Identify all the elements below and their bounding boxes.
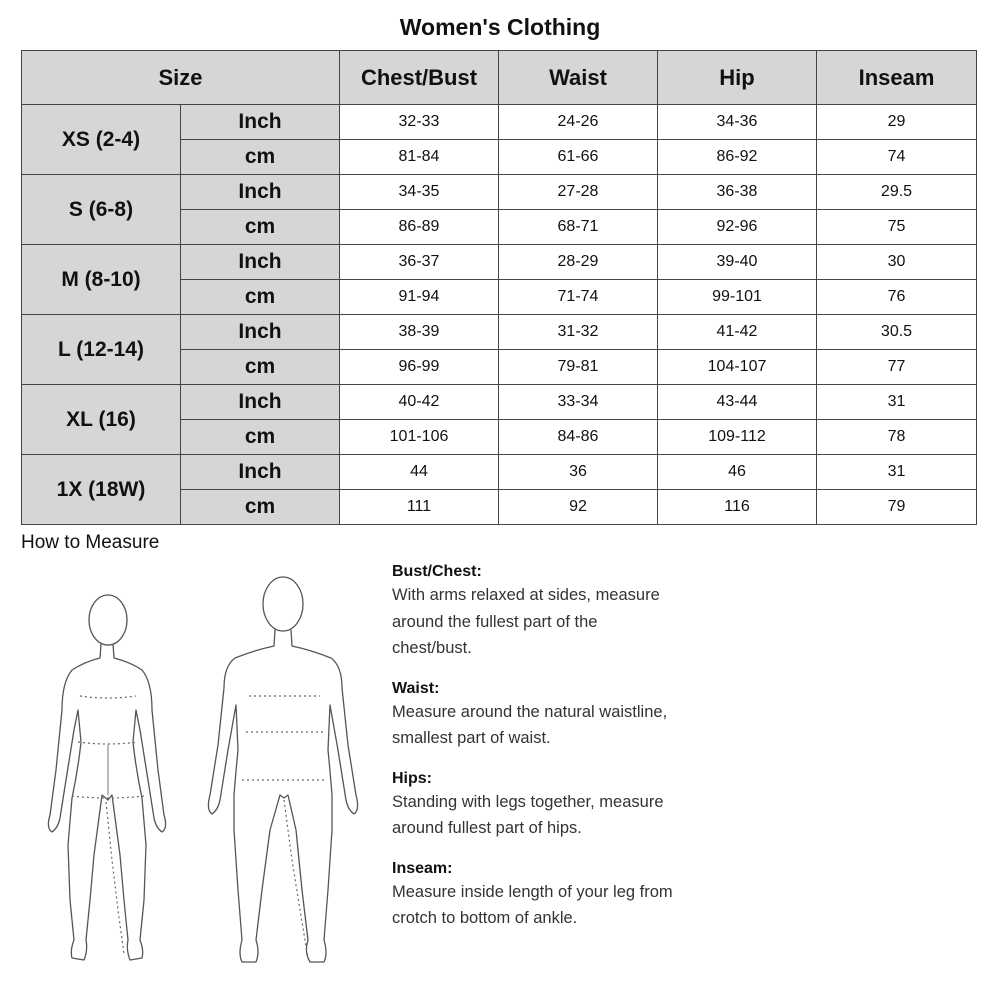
unit-label: Inch — [181, 455, 340, 490]
table-cell: 81-84 — [340, 140, 499, 175]
instruction-line: chest/bust. — [392, 639, 472, 657]
instruction-heading: Waist: — [392, 679, 440, 697]
instruction-bust-chest — [392, 562, 792, 662]
table-cell: 39-40 — [658, 245, 817, 280]
header-inseam: Inseam — [817, 51, 977, 105]
table-row — [22, 245, 977, 280]
table-cell: 99-101 — [658, 280, 817, 315]
table-row — [22, 315, 977, 350]
header-hip: Hip — [658, 51, 817, 105]
table-cell: 44 — [340, 455, 499, 490]
header-waist: Waist — [499, 51, 658, 105]
size-label: XS (2-4) — [22, 105, 181, 175]
unit-label: cm — [181, 140, 340, 175]
size-chart-table — [21, 50, 977, 525]
size-label: L (12-14) — [22, 315, 181, 385]
table-cell: 92 — [499, 490, 658, 525]
table-cell: 28-29 — [499, 245, 658, 280]
table-cell: 27-28 — [499, 175, 658, 210]
body-figures-illustration — [20, 570, 370, 980]
instruction-line: crotch to bottom of ankle. — [392, 909, 578, 927]
instruction-line: Measure around the natural waistline, — [392, 702, 668, 721]
table-cell: 32-33 — [340, 105, 499, 140]
measure-instructions — [392, 562, 792, 949]
table-cell: 34-36 — [658, 105, 817, 140]
unit-label: Inch — [181, 245, 340, 280]
table-cell: 30.5 — [817, 315, 977, 350]
table-header-row — [22, 51, 977, 105]
table-row — [22, 175, 977, 210]
table-cell: 86-92 — [658, 140, 817, 175]
male-figure-icon — [208, 577, 357, 962]
unit-label: Inch — [181, 105, 340, 140]
table-cell: 61-66 — [499, 140, 658, 175]
table-cell: 38-39 — [340, 315, 499, 350]
table-row — [22, 105, 977, 140]
table-cell: 71-74 — [499, 280, 658, 315]
instruction-waist — [392, 679, 792, 752]
table-cell: 41-42 — [658, 315, 817, 350]
instruction-inseam — [392, 859, 792, 932]
unit-label: Inch — [181, 175, 340, 210]
instruction-line: With arms relaxed at sides, measure — [392, 586, 660, 604]
unit-label: cm — [181, 210, 340, 245]
table-cell: 30 — [817, 245, 977, 280]
table-cell: 36-38 — [658, 175, 817, 210]
size-label: M (8-10) — [22, 245, 181, 315]
table-cell: 31 — [817, 385, 977, 420]
table-cell: 68-71 — [499, 210, 658, 245]
size-label: S (6-8) — [22, 175, 181, 245]
table-cell: 40-42 — [340, 385, 499, 420]
instruction-line: around the fullest part of the — [392, 612, 598, 631]
page-title: Women's Clothing — [399, 14, 601, 40]
table-cell: 29 — [817, 105, 977, 140]
unit-label: Inch — [181, 315, 340, 350]
instruction-heading: Hips: — [392, 769, 432, 787]
table-cell: 79 — [817, 490, 977, 525]
table-cell: 31 — [817, 455, 977, 490]
table-cell: 46 — [658, 455, 817, 490]
table-cell: 116 — [658, 490, 817, 525]
unit-label: cm — [181, 280, 340, 315]
table-cell: 109-112 — [658, 420, 817, 455]
table-cell: 92-96 — [658, 210, 817, 245]
measure-lines — [72, 696, 326, 958]
instruction-line: smallest part of waist. — [392, 729, 551, 747]
instruction-line: Standing with legs together, measure — [392, 792, 664, 811]
table-cell: 111 — [340, 490, 499, 525]
table-cell: 36-37 — [340, 245, 499, 280]
header-chest-bust: Chest/Bust — [340, 51, 499, 105]
table-cell: 43-44 — [658, 385, 817, 420]
table-cell: 24-26 — [499, 105, 658, 140]
table-cell: 101-106 — [340, 420, 499, 455]
table-cell: 76 — [817, 280, 977, 315]
table-row — [22, 455, 977, 490]
table-row — [22, 385, 977, 420]
table-cell: 96-99 — [340, 350, 499, 385]
table-cell: 77 — [817, 350, 977, 385]
table-cell: 33-34 — [499, 385, 658, 420]
unit-label: cm — [181, 420, 340, 455]
instruction-line: Measure inside length of your leg from — [392, 882, 673, 901]
how-to-measure-title: How to Measure — [21, 532, 160, 553]
instruction-line: around fullest part of hips. — [392, 819, 582, 837]
instruction-hips — [392, 769, 792, 842]
table-cell: 79-81 — [499, 350, 658, 385]
size-label: XL (16) — [22, 385, 181, 455]
header-size: Size — [22, 51, 340, 105]
table-cell: 36 — [499, 455, 658, 490]
table-cell: 74 — [817, 140, 977, 175]
table-cell: 84-86 — [499, 420, 658, 455]
unit-label: cm — [181, 490, 340, 525]
table-cell: 78 — [817, 420, 977, 455]
table-cell: 104-107 — [658, 350, 817, 385]
size-label: 1X (18W) — [22, 455, 181, 525]
instruction-heading: Bust/Chest: — [392, 563, 482, 580]
table-cell: 34-35 — [340, 175, 499, 210]
table-cell: 91-94 — [340, 280, 499, 315]
table-cell: 29.5 — [817, 175, 977, 210]
table-cell: 75 — [817, 210, 977, 245]
unit-label: Inch — [181, 385, 340, 420]
table-cell: 31-32 — [499, 315, 658, 350]
female-figure-icon — [48, 595, 165, 960]
table-cell: 86-89 — [340, 210, 499, 245]
unit-label: cm — [181, 350, 340, 385]
instruction-heading: Inseam: — [392, 859, 453, 877]
